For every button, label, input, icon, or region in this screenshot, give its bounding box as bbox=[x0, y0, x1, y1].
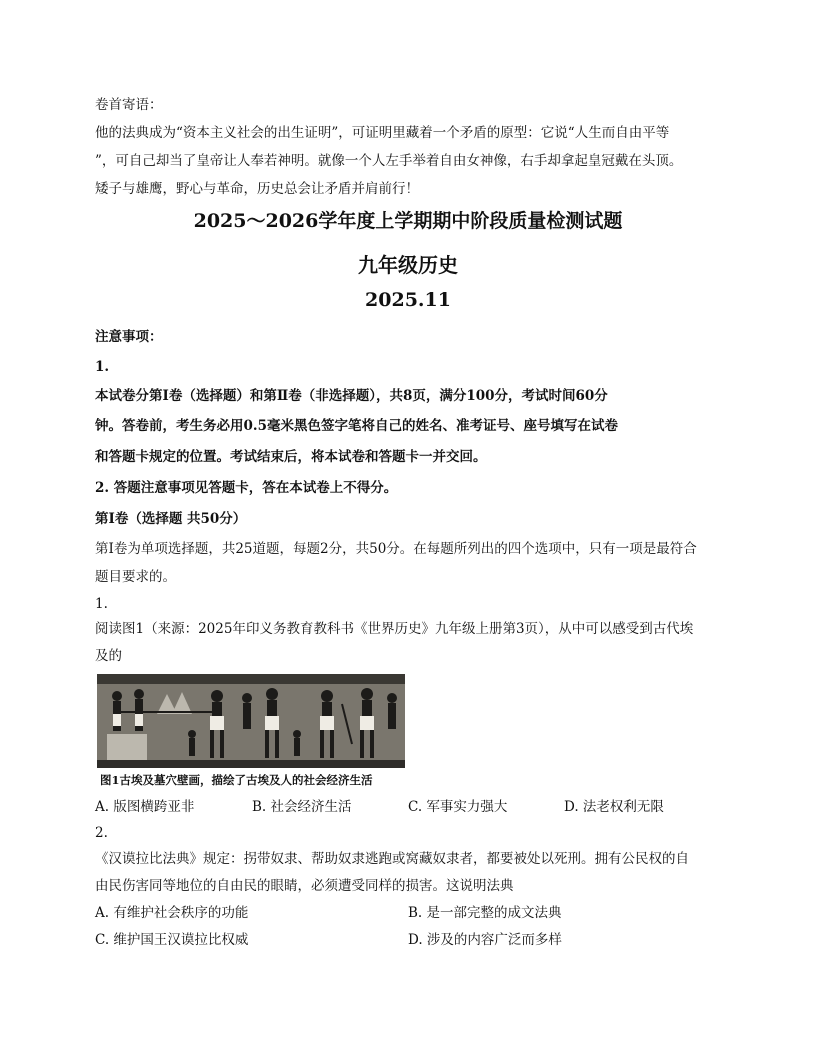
option-a: A. 版图横跨亚非 bbox=[95, 799, 195, 815]
option-c: C. 维护国王汉谟拉比权威 bbox=[95, 932, 249, 948]
exam-title: 2025～2026学年度上学期期中阶段质量检测试题 bbox=[193, 210, 623, 232]
section-heading: 第Ⅰ卷（选择题 共50分） bbox=[95, 511, 247, 527]
egyptian-mural-image bbox=[97, 674, 405, 768]
option-c: C. 军事实力强大 bbox=[408, 799, 508, 815]
preface-line: 他的法典成为“资本主义社会的出生证明”，可证明里藏着一个矛盾的原型：它说“人生而自由平等 bbox=[95, 125, 670, 141]
section-instructions: 第Ⅰ卷为单项选择题，共25道题，每题2分，共50分。在每题所列出的四个选项中，只有一项是最符合 bbox=[95, 541, 697, 557]
exam-subject: 九年级历史 bbox=[358, 253, 458, 277]
question-number: 1. bbox=[95, 596, 108, 612]
notice-item-number: 1. bbox=[95, 359, 110, 375]
question-number: 2. bbox=[95, 825, 108, 841]
option-d: D. 法老权利无限 bbox=[564, 799, 664, 815]
notice-item-2: 2. 答题注意事项见答题卡，答在本试卷上不得分。 bbox=[95, 480, 398, 496]
option-b: B. 社会经济生活 bbox=[252, 799, 352, 815]
question-stem: 由民伤害同等地位的自由民的眼睛，必须遭受同样的损害。这说明法典 bbox=[95, 878, 514, 894]
notice-line: 和答题卡规定的位置。考试结束后，将本试卷和答题卡一并交回。 bbox=[95, 449, 487, 465]
section-instructions: 题目要求的。 bbox=[95, 569, 176, 585]
exam-date: 2025.11 bbox=[365, 289, 451, 311]
option-a: A. 有维护社会秩序的功能 bbox=[95, 905, 249, 921]
notice-line: 本试卷分第Ⅰ卷（选择题）和第Ⅱ卷（非选择题），共8页，满分100分，考试时间60分 bbox=[95, 388, 608, 404]
question-stem: 及的 bbox=[95, 648, 122, 664]
notice-heading: 注意事项： bbox=[95, 329, 163, 345]
mural-illustration bbox=[97, 674, 405, 768]
question-stem: 《汉谟拉比法典》规定：拐带奴隶、帮助奴隶逃跑或窝藏奴隶者，都要被处以死刑。拥有公民权的自 bbox=[95, 851, 689, 867]
question-stem: 阅读图1（来源：2025年印义务教育教科书《世界历史》九年级上册第3页），从中可以感受到古代埃 bbox=[95, 621, 694, 637]
option-d: D. 涉及的内容广泛而多样 bbox=[408, 932, 562, 948]
preface-heading: 卷首寄语： bbox=[95, 97, 163, 113]
figure-caption: 图1古埃及墓穴壁画，描绘了古埃及人的社会经济生活 bbox=[100, 773, 373, 787]
notice-line: 钟。答卷前，考生务必用0.5毫米黑色签字笔将自己的姓名、准考证号、座号填写在试卷 bbox=[95, 418, 618, 434]
option-b: B. 是一部完整的成文法典 bbox=[408, 905, 562, 921]
preface-line: 矮子与雄鹰，野心与革命，历史总会让矛盾并肩前行！ bbox=[95, 181, 419, 197]
preface-line: ”，可自己却当了皇帝让人奉若神明。就像一个人左手举着自由女神像，右手却拿起皇冠戴在头顶。 bbox=[95, 153, 683, 169]
